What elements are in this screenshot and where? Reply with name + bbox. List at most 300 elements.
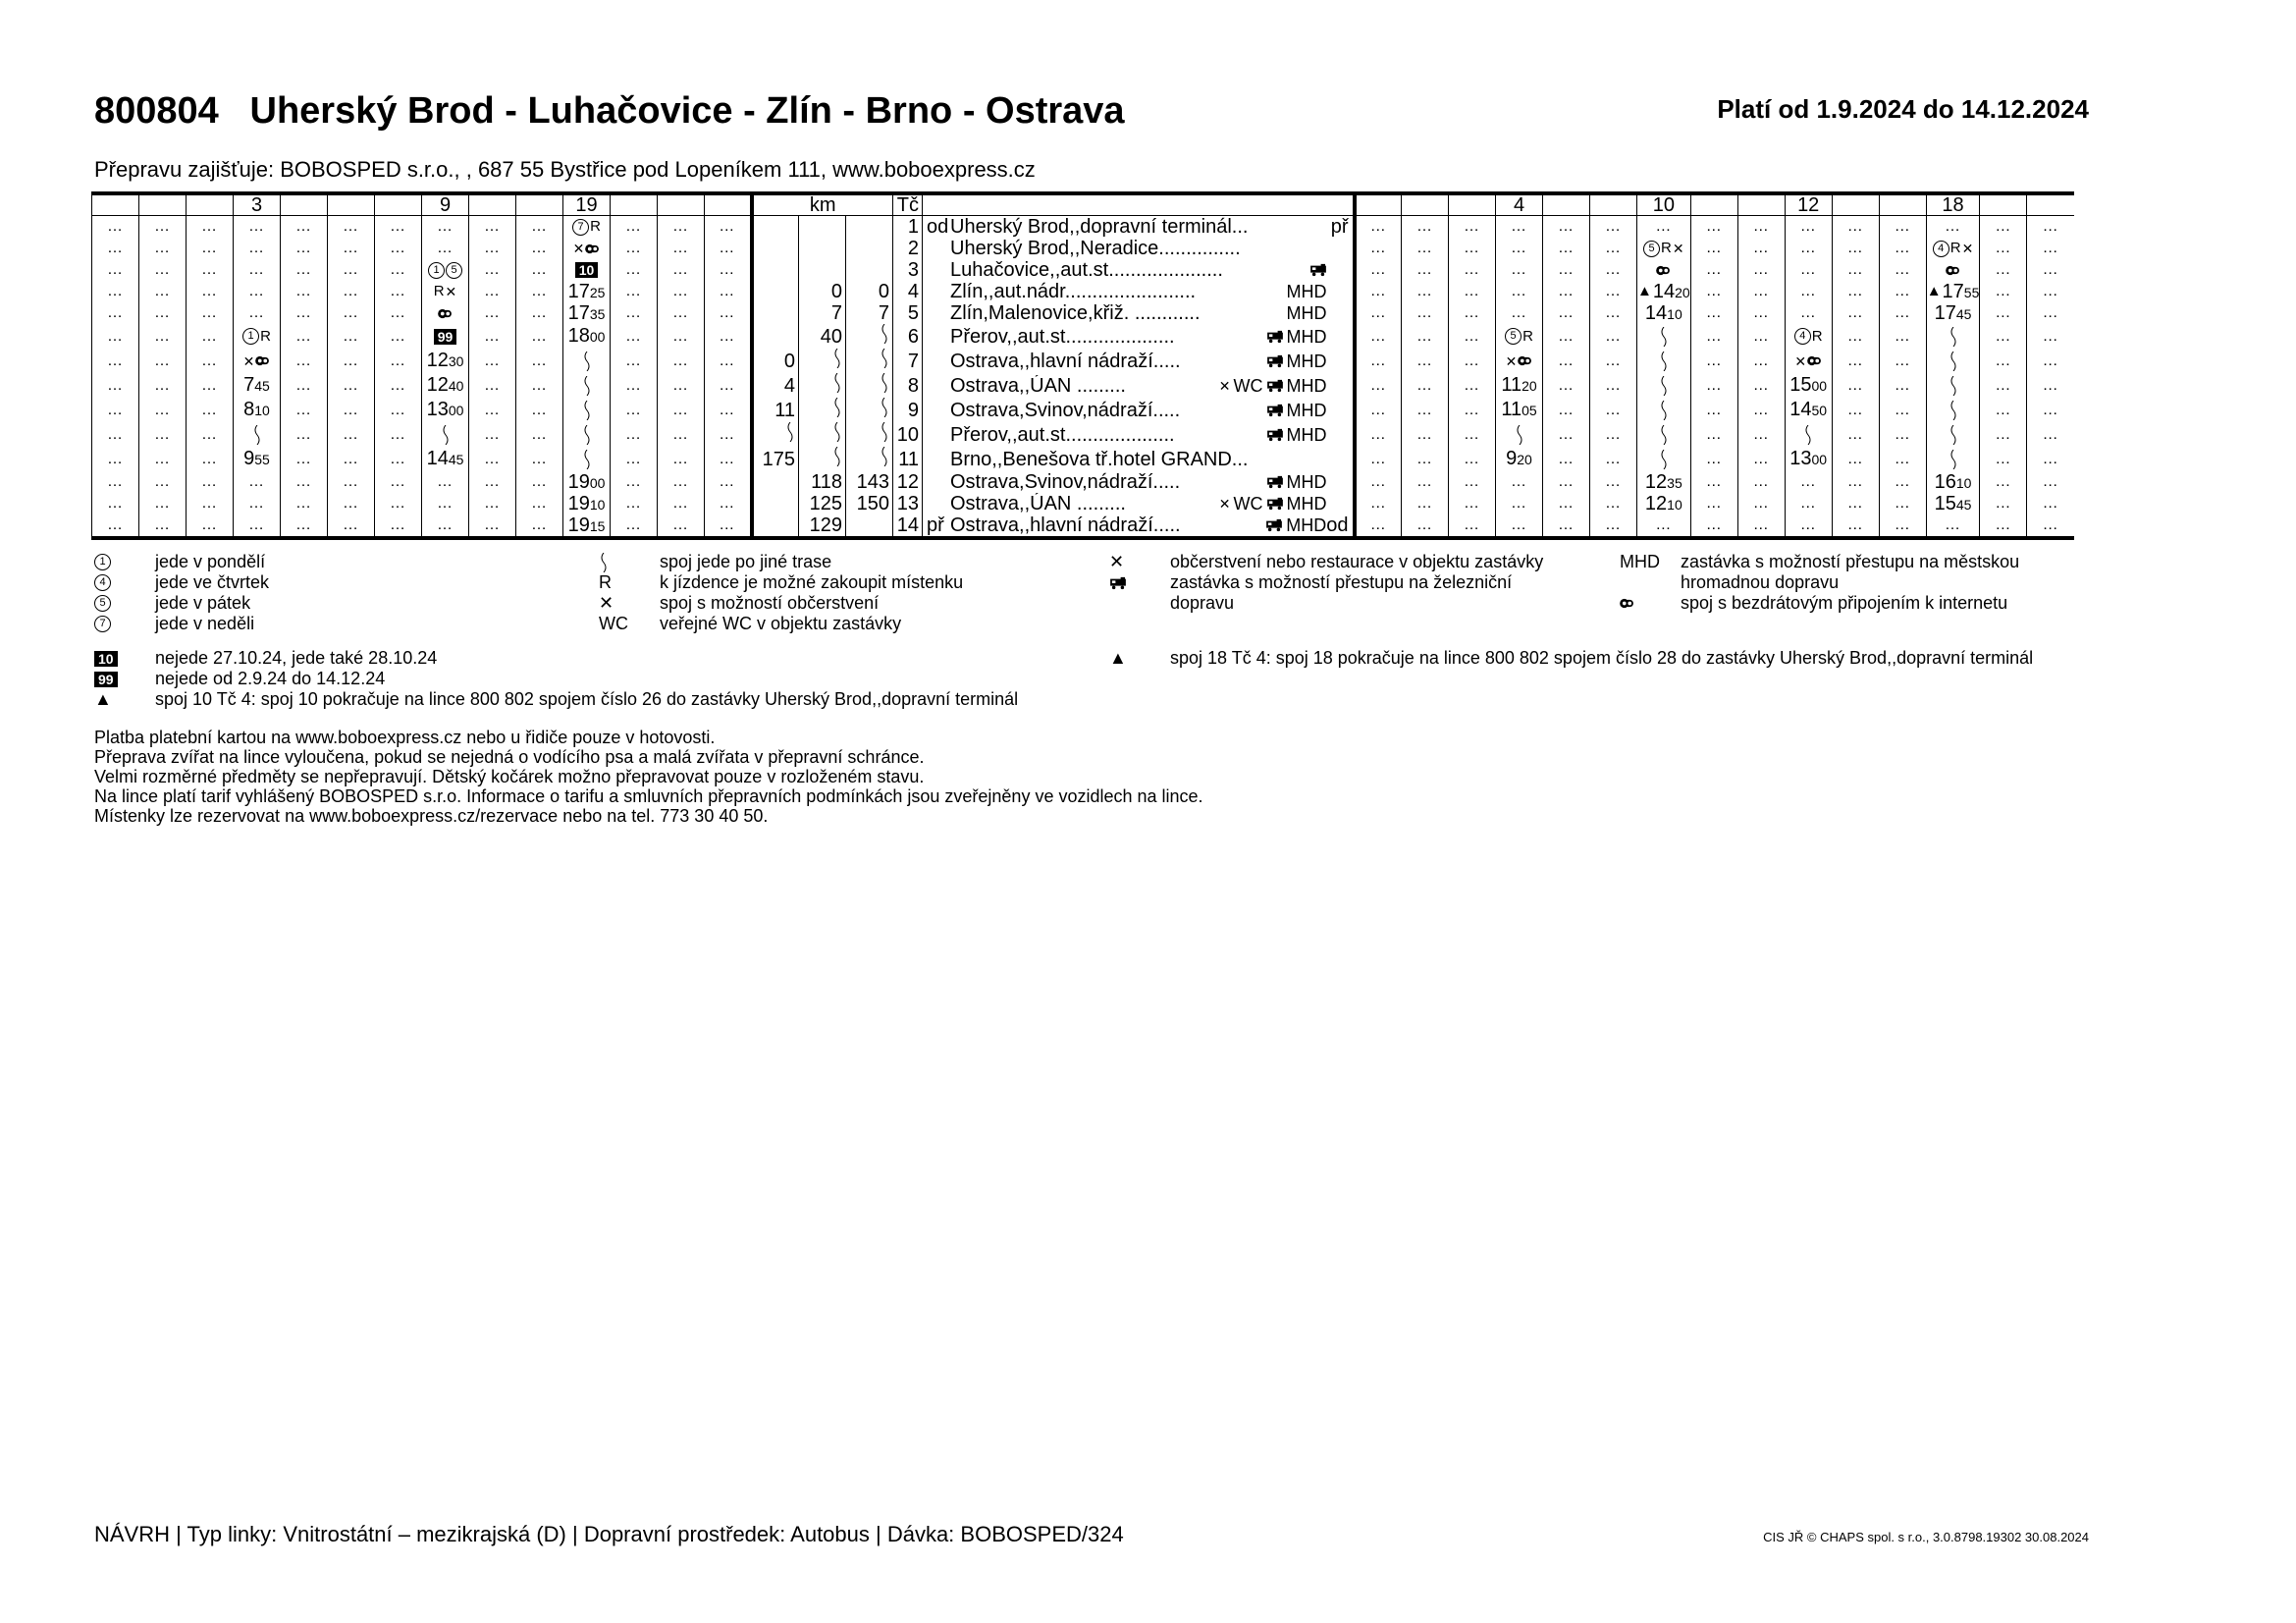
time-cell	[1737, 324, 1785, 349]
no-service: …	[1995, 261, 2012, 278]
time-cell	[1926, 422, 1980, 447]
time-cell	[1543, 422, 1590, 447]
time-cell	[1879, 447, 1926, 471]
note-line: Přeprava zvířat na lince vyloučena, pokud se nejedná o vodícího psa a malá zvířata v přepravní schránce.	[94, 747, 925, 767]
legend-text: občerstvení nebo restaurace v objektu zastávky	[1170, 552, 1544, 571]
time-cell	[1785, 302, 1832, 324]
legend-item	[94, 552, 565, 572]
time-cell	[1690, 259, 1737, 281]
time-cell	[328, 373, 375, 398]
time-cell	[139, 259, 187, 281]
no-service: …	[1558, 473, 1575, 490]
no-service: …	[625, 218, 642, 235]
no-service: …	[1464, 327, 1480, 345]
food-icon: ✕	[1505, 352, 1518, 369]
time-cell	[2027, 514, 2074, 538]
wifi-icon	[585, 243, 600, 254]
time-cell	[139, 349, 187, 373]
no-service: …	[625, 425, 642, 443]
note-line: Na lince platí tarif vyhlášený BOBOSPED s.r.o. Informace o tarifu a smluvních přepravních podmínkách jsou zveřejněny ve vozidlech na lince.	[94, 786, 1203, 806]
departure-time: 1755	[1942, 281, 1980, 302]
no-service: …	[719, 425, 736, 443]
no-service: …	[625, 450, 642, 467]
station-label: Luhačovice,,aut.st.....................	[950, 259, 1223, 281]
no-service: …	[1705, 516, 1723, 533]
wifi-icon	[1946, 265, 1960, 276]
legend-symbol: 7	[94, 614, 155, 634]
time-cell	[187, 281, 234, 302]
no-service: …	[1995, 218, 2012, 235]
legend-symbol: R	[599, 572, 612, 592]
legend-symbol: 10	[94, 648, 155, 669]
no-service: …	[1558, 352, 1575, 369]
time-cell	[328, 302, 375, 324]
time-cell	[422, 422, 469, 447]
no-service: …	[1369, 327, 1387, 345]
time-cell	[1637, 324, 1691, 349]
no-service: …	[1799, 218, 1817, 235]
time-cell	[469, 447, 516, 471]
time-cell	[1496, 422, 1543, 447]
different-route-icon	[1659, 327, 1669, 347]
time-cell	[422, 238, 469, 259]
time-cell	[705, 493, 752, 514]
time-cell	[375, 238, 422, 259]
time-cell	[516, 422, 563, 447]
time-cell	[1879, 259, 1926, 281]
no-service: …	[1605, 376, 1622, 394]
time-cell	[328, 447, 375, 471]
no-service: …	[1995, 304, 2012, 321]
mhd-label: MHD	[1286, 494, 1327, 514]
no-service: …	[154, 304, 171, 321]
time-cell	[1785, 324, 1832, 349]
time-cell	[139, 398, 187, 422]
time-cell	[1590, 281, 1637, 302]
no-service: …	[1558, 261, 1575, 278]
time-cell	[234, 493, 281, 514]
time-cell	[1879, 302, 1926, 324]
legend-item	[1109, 552, 1580, 572]
no-service: …	[1894, 261, 1911, 278]
legend-text: spoj s možností občerstvení	[660, 593, 880, 613]
footer-info: NÁVRH | Typ linky: Vnitrostátní – mezikrajská (D) | Dopravní prostředek: Autobus | Dávka: BOBOSPED/324	[94, 1522, 1124, 1546]
no-service: …	[625, 304, 642, 321]
no-service: …	[1752, 327, 1770, 345]
no-service: …	[1416, 304, 1433, 321]
time-cell	[92, 471, 139, 493]
time-cell	[1737, 349, 1785, 373]
different-route-icon	[582, 376, 592, 396]
time-cell	[563, 398, 611, 422]
time-cell	[611, 373, 658, 398]
time-cell	[1637, 471, 1691, 493]
no-service: …	[248, 261, 265, 278]
no-service: …	[484, 473, 501, 490]
departure-time: 1230	[426, 350, 464, 371]
no-service: …	[1799, 240, 1817, 256]
time-cell	[139, 493, 187, 514]
time-cell	[375, 422, 422, 447]
time-cell	[1879, 493, 1926, 514]
different-route-icon	[1949, 327, 1958, 347]
no-service: …	[1894, 283, 1911, 299]
no-service: …	[1752, 495, 1770, 512]
time-cell	[1449, 324, 1496, 349]
no-service: …	[719, 495, 736, 512]
no-service: …	[343, 473, 359, 490]
stop-row	[92, 349, 2074, 373]
time-cell	[516, 373, 563, 398]
no-service: …	[1752, 401, 1770, 418]
different-route-icon	[1515, 425, 1524, 445]
no-service: …	[1369, 218, 1387, 235]
no-service: …	[1995, 376, 2012, 394]
time-cell	[1980, 259, 2027, 281]
time-cell	[187, 324, 234, 349]
departure-time: 1300	[1789, 448, 1828, 469]
time-cell	[1543, 302, 1590, 324]
time-cell	[1737, 471, 1785, 493]
no-service: …	[1416, 495, 1433, 512]
no-service: …	[201, 376, 218, 394]
no-service: …	[1705, 401, 1723, 418]
no-service: …	[295, 352, 312, 369]
no-service: …	[107, 261, 124, 278]
no-service: …	[1605, 516, 1622, 533]
no-service: …	[1752, 304, 1770, 321]
trip-number	[469, 193, 516, 216]
no-service: …	[390, 304, 406, 321]
no-service: …	[1464, 516, 1480, 533]
day-icon: 5	[1505, 328, 1522, 345]
tc-cell: 12	[893, 471, 923, 493]
legend-item	[94, 689, 1076, 710]
time-cell	[92, 493, 139, 514]
km-cell	[752, 259, 799, 281]
no-service: …	[154, 240, 171, 256]
time-cell	[1980, 373, 2027, 398]
km-cell: 129	[799, 514, 846, 538]
no-service: …	[531, 327, 548, 345]
trip-number: 10	[1637, 193, 1691, 216]
time-cell	[1785, 259, 1832, 281]
stop-row	[92, 216, 2074, 239]
time-cell	[1449, 422, 1496, 447]
trip-number	[1879, 193, 1926, 216]
time-cell	[469, 493, 516, 514]
km-cell	[752, 514, 799, 538]
time-cell	[1637, 373, 1691, 398]
time-cell	[139, 373, 187, 398]
time-cell	[1543, 514, 1590, 538]
no-service: …	[1705, 376, 1723, 394]
time-cell	[1355, 422, 1402, 447]
no-service: …	[1894, 304, 1911, 321]
legend-symbol: 99	[94, 669, 155, 689]
km-cell	[846, 324, 893, 349]
time-cell	[187, 422, 234, 447]
time-cell	[1355, 514, 1402, 538]
legend-item	[599, 572, 1070, 593]
no-service: …	[1558, 240, 1575, 256]
time-cell	[139, 281, 187, 302]
time-cell	[1832, 238, 1879, 259]
note-line: Velmi rozměrné předměty se nepřepravují. Dětský kočárek možno přepravovat pouze v rozloženém stavu.	[94, 767, 925, 786]
time-cell	[328, 324, 375, 349]
time-cell	[1980, 422, 2027, 447]
no-service: …	[1369, 304, 1387, 321]
time-cell	[1355, 302, 1402, 324]
legend-text: nejede 27.10.24, jede také 28.10.24	[155, 648, 438, 668]
no-service: …	[1369, 425, 1387, 443]
time-cell	[1449, 238, 1496, 259]
no-service: …	[719, 352, 736, 369]
time-cell	[516, 514, 563, 538]
time-cell	[2027, 422, 2074, 447]
time-cell	[1737, 398, 1785, 422]
no-service: …	[1752, 473, 1770, 490]
no-service: …	[1995, 401, 2012, 418]
km-cell	[752, 471, 799, 493]
km-cell	[846, 422, 893, 447]
km-cell: 0	[752, 349, 799, 373]
no-service: …	[1464, 218, 1480, 235]
no-service: …	[1464, 261, 1480, 278]
no-service: …	[1705, 352, 1723, 369]
km-cell: 7	[799, 302, 846, 324]
station-name	[923, 398, 1355, 422]
route-name: Uherský Brod - Luhačovice - Zlín - Brno - Ostrava	[249, 90, 1125, 132]
time-cell	[2027, 216, 2074, 239]
no-service: …	[1511, 495, 1527, 512]
time-cell	[1355, 349, 1402, 373]
time-cell	[516, 259, 563, 281]
time-cell	[1690, 422, 1737, 447]
departure-time: 1235	[1644, 471, 1682, 493]
time-cell	[375, 471, 422, 493]
legend-codes-right	[1109, 648, 2091, 669]
no-service: …	[1605, 495, 1622, 512]
time-cell	[1737, 422, 1785, 447]
time-cell	[422, 349, 469, 373]
legend-symbol: MHD	[1620, 552, 1660, 571]
no-service: …	[484, 376, 501, 394]
time-cell	[1926, 216, 1980, 239]
time-cell	[705, 422, 752, 447]
time-cell	[1402, 493, 1449, 514]
time-cell	[1637, 493, 1691, 514]
time-cell	[1737, 302, 1785, 324]
note-code-box: 99	[434, 329, 457, 345]
no-service: …	[390, 473, 406, 490]
no-service: …	[1464, 352, 1480, 369]
time-cell	[328, 216, 375, 239]
legend-text: veřejné WC v objektu zastávky	[660, 614, 902, 633]
time-cell	[1785, 471, 1832, 493]
train-icon	[1266, 354, 1284, 368]
time-cell	[1543, 349, 1590, 373]
km-cell: 175	[752, 447, 799, 471]
no-service: …	[531, 218, 548, 235]
time-cell	[2027, 302, 2074, 324]
no-service: …	[2042, 495, 2059, 512]
day-icon: 7	[572, 219, 589, 236]
no-service: …	[1605, 425, 1622, 443]
legend-other-symbols	[1620, 552, 2091, 614]
time-cell	[1496, 447, 1543, 471]
legend-symbol: ▲	[94, 689, 112, 709]
time-cell	[1690, 471, 1737, 493]
time-cell	[1879, 216, 1926, 239]
time-cell	[1637, 259, 1691, 281]
time-cell	[1449, 302, 1496, 324]
mhd-label: MHD	[1286, 303, 1327, 323]
stop-row	[92, 422, 2074, 447]
tc-cell: 13	[893, 493, 923, 514]
time-cell	[375, 349, 422, 373]
time-cell	[516, 238, 563, 259]
km-cell	[846, 373, 893, 398]
departure-time: 920	[1506, 448, 1532, 469]
no-service: …	[2042, 473, 2059, 490]
time-cell	[139, 447, 187, 471]
time-cell	[1402, 302, 1449, 324]
time-cell	[611, 514, 658, 538]
different-route-icon	[880, 447, 889, 466]
no-service: …	[1511, 473, 1527, 490]
no-service: …	[1995, 516, 2012, 533]
different-route-icon	[441, 425, 451, 445]
time-cell	[422, 471, 469, 493]
no-service: …	[484, 352, 501, 369]
no-service: …	[1705, 450, 1723, 467]
time-cell	[1496, 259, 1543, 281]
time-cell	[1926, 324, 1980, 349]
time-cell	[1980, 302, 2027, 324]
train-icon	[1266, 497, 1284, 511]
station-name	[923, 302, 1355, 324]
different-route-icon	[880, 373, 889, 393]
no-service: …	[343, 401, 359, 418]
different-route-icon	[582, 450, 592, 469]
time-cell	[422, 447, 469, 471]
time-cell	[1496, 398, 1543, 422]
time-cell	[1402, 373, 1449, 398]
no-service: …	[672, 218, 689, 235]
time-cell	[658, 493, 705, 514]
no-service: …	[1416, 240, 1433, 256]
departure-time: 1300	[426, 399, 464, 420]
km-cell	[799, 447, 846, 471]
no-service: …	[1894, 516, 1911, 533]
time-cell	[1926, 514, 1980, 538]
time-cell	[187, 373, 234, 398]
time-cell	[469, 349, 516, 373]
departure-time: 1745	[1934, 302, 1972, 324]
km-header: km	[752, 193, 893, 216]
time-cell	[2027, 238, 2074, 259]
no-service: …	[1416, 327, 1433, 345]
time-cell	[1980, 447, 2027, 471]
no-service: …	[107, 218, 124, 235]
station-name	[923, 514, 1355, 538]
departure-time: 1735	[567, 302, 606, 324]
reservation-icon: R	[1661, 240, 1672, 256]
no-service: …	[343, 450, 359, 467]
different-route-icon	[832, 398, 842, 417]
time-cell	[1737, 259, 1785, 281]
no-service: …	[625, 401, 642, 418]
no-service: …	[1894, 327, 1911, 345]
time-cell	[234, 259, 281, 281]
legend-item	[1620, 593, 2091, 614]
different-route-icon	[1659, 352, 1669, 371]
no-service: …	[390, 240, 406, 256]
time-cell	[234, 302, 281, 324]
station-name	[923, 471, 1355, 493]
time-cell	[234, 324, 281, 349]
no-service: …	[1605, 352, 1622, 369]
train-icon	[1266, 404, 1284, 417]
no-service: …	[107, 240, 124, 256]
no-service: …	[201, 304, 218, 321]
copyright: CIS JŘ © CHAPS spol. s r.o., 3.0.8798.19302 30.08.2024	[1763, 1530, 2089, 1544]
no-service: …	[2042, 401, 2059, 418]
no-service: …	[531, 352, 548, 369]
time-cell	[1879, 238, 1926, 259]
trip-number	[187, 193, 234, 216]
no-service: …	[154, 283, 171, 299]
station-label: Uherský Brod,,dopravní terminál...	[950, 216, 1249, 238]
no-service: …	[1752, 218, 1770, 235]
time-cell	[1832, 373, 1879, 398]
tc-cell: 14	[893, 514, 923, 538]
no-service: …	[1464, 304, 1480, 321]
no-service: …	[625, 283, 642, 299]
time-cell	[281, 238, 328, 259]
train-icon	[1266, 379, 1284, 393]
no-service: …	[1752, 425, 1770, 443]
no-service: …	[390, 327, 406, 345]
no-service: …	[672, 283, 689, 299]
time-cell	[1590, 398, 1637, 422]
time-cell	[563, 324, 611, 349]
time-cell	[611, 281, 658, 302]
wc-label: WC	[1233, 494, 1263, 514]
different-route-icon	[880, 324, 889, 344]
time-cell	[658, 422, 705, 447]
time-cell	[375, 216, 422, 239]
time-cell	[139, 238, 187, 259]
departure-time: 1800	[567, 325, 606, 347]
time-cell	[516, 471, 563, 493]
time-cell	[611, 447, 658, 471]
no-service: …	[1995, 425, 2012, 443]
time-cell	[1590, 422, 1637, 447]
stop-row	[92, 281, 2074, 302]
no-service: …	[154, 495, 171, 512]
km-cell	[799, 398, 846, 422]
trip-number	[92, 193, 139, 216]
time-cell	[1637, 447, 1691, 471]
no-service: …	[1464, 401, 1480, 418]
time-cell	[516, 493, 563, 514]
carrier-info: Přepravu zajišťuje: BOBOSPED s.r.o., , 687 55 Bystřice pod Lopeníkem 111, www.boboexpress.cz	[94, 157, 1036, 182]
tc-header: Tč	[893, 193, 923, 216]
time-cell	[705, 302, 752, 324]
km-cell	[799, 259, 846, 281]
